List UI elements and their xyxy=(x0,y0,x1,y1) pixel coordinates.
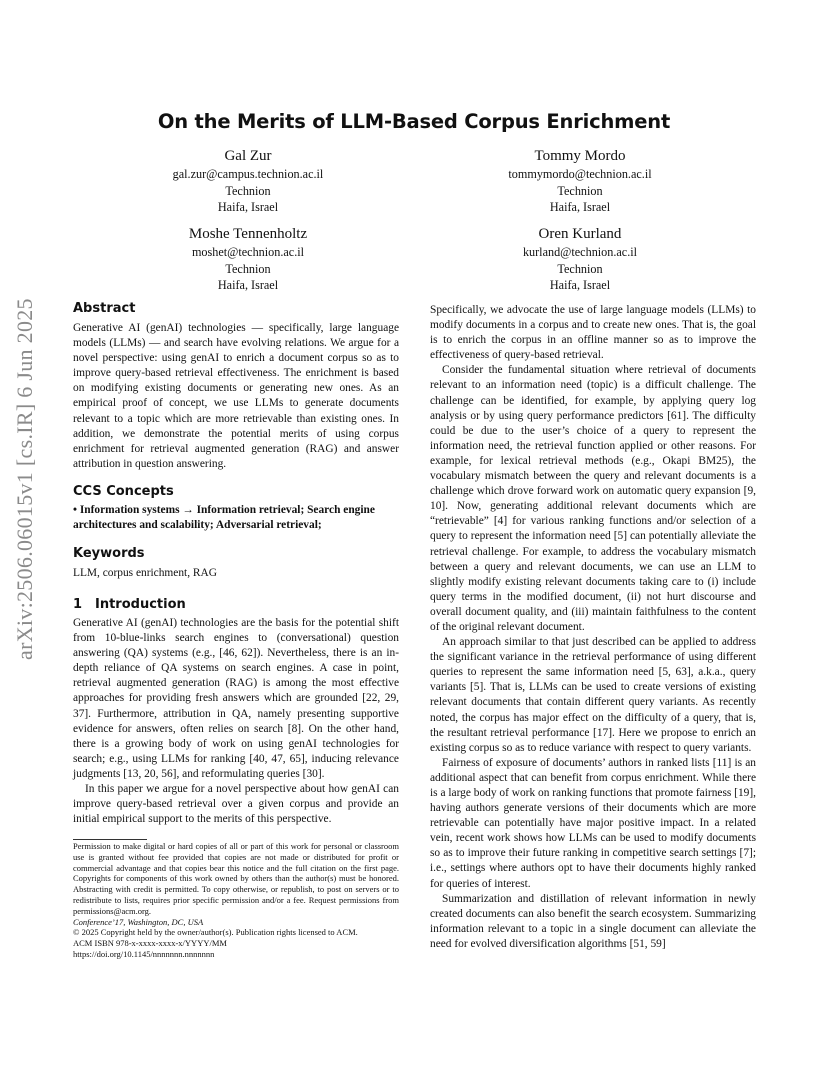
permission-footnote xyxy=(73,841,399,960)
author-block-2 xyxy=(480,147,680,216)
author-name: Moshe Tennenholtz xyxy=(188,226,308,242)
abstract-body xyxy=(73,321,399,472)
author-email: kurland@technion.ac.il xyxy=(522,245,638,259)
right-column-body xyxy=(430,303,756,952)
author-name: Tommy Mordo xyxy=(534,148,626,164)
paragraph: An approach similar to that just described can be applied to address the significant variance in the retrieval performance of using different queries to represent the same information need [5, 63], a.k.a., query variants [5]. That is, LLMs can be used to create versions of existing relevant documents that contain different query variants. As recently noted, the corpus has major effect on the difficulty of a query, that is, the resultant retrieval performance [17]. Here we propose to enrich an existing corpus so as to reduce variance with respect to query variants. xyxy=(430,636,756,754)
author-block-3 xyxy=(148,225,348,294)
paper-title: On the Merits of LLM-Based Corpus Enrichment xyxy=(157,110,671,133)
author-block-4 xyxy=(480,225,680,294)
isbn-text: ACM ISBN 978-x-xxxx-xxxx-x/YYYY/MM xyxy=(73,938,227,949)
section-number: 1 xyxy=(73,597,83,612)
arxiv-watermark: arXiv:2506.06015v1 [cs.IR] 6 Jun 2025 xyxy=(12,298,37,660)
paragraph: In this paper we argue for a novel perspective about how genAI can improve query-based retrieval over a given corpus and provide an initial empirical support to the merits of this perspective. xyxy=(73,783,399,826)
copyright-text: © 2025 Copyright held by the owner/author(s). Publication rights licensed to ACM. xyxy=(73,927,358,938)
author-affiliation: Technion xyxy=(557,183,603,198)
author-name: Gal Zur xyxy=(224,148,272,164)
author-affiliation: Technion xyxy=(557,261,603,276)
ccs-heading: CCS Concepts xyxy=(73,484,174,499)
keywords-heading: Keywords xyxy=(73,546,145,561)
permission-text: Permission to make digital or hard copies of all or part of this work for personal or classroom use is granted without fee provided that copies are not made or distributed for profit or commercial advantage and that copies bear this notice and the full citation on the first page. Copyrights for components of this work owned by others than the author(s) must be honored. Abstracting with credit is permitted. To copy otherwise, or republish, to post on servers or to redistribute to lists, requires prior specific permission and/or a fee. Request permissions from permissions@acm.org. xyxy=(73,841,399,916)
introduction-body xyxy=(73,616,399,827)
author-location: Haifa, Israel xyxy=(549,278,611,292)
author-email: tommymordo@technion.ac.il xyxy=(508,167,652,181)
author-email: moshet@technion.ac.il xyxy=(191,245,305,259)
section-title: Introduction xyxy=(95,597,186,612)
keywords-body xyxy=(73,566,399,581)
author-location: Haifa, Israel xyxy=(217,278,279,292)
ccs-concepts-text: • Information systems → Information retrieval; Search engine architectures and scalability; Adversarial retrieval; xyxy=(73,504,375,531)
paragraph: Summarization and distillation of relevant information in newly created documents can also benefit the search ecosystem. Summarizing information relevant to a topic in a single document can alleviate the need for evolved diversification algorithms [51, 59] xyxy=(430,892,756,950)
doi-link[interactable]: https://doi.org/10.1145/nnnnnnn.nnnnnnn xyxy=(73,948,215,959)
author-affiliation: Technion xyxy=(225,183,271,198)
abstract-text: Generative AI (genAI) technologies — specifically, large language models (LLMs) — and search have evolving relations. We argue for a novel perspective: using genAI to enrich a document corpus so as to improve query-based retrieval effectiveness. The enrichment is based on modifying existing documents or generating new ones. As an empirical proof of concept, we use LLMs to generate documents relevant to a topic which are more retrievable than existing ones. In addition, we demonstrate the potential merits of using corpus enrichment for retrieval augmented generation (RAG) and answer attribution in question answering. xyxy=(73,322,399,470)
author-block-1 xyxy=(148,147,348,216)
conference-info: Conference’17, Washington, DC, USA xyxy=(73,916,204,927)
paragraph: Specifically, we advocate the use of large language models (LLMs) to modify documents in a corpus and to create new ones. That is, the goal is to enrich the corpus in an offline manner so as to improve the effectiveness of query-based retrieval. xyxy=(430,304,756,362)
author-email: gal.zur@campus.technion.ac.il xyxy=(172,167,324,181)
paragraph: Generative AI (genAI) technologies are the basis for the potential shift from 10-blue-links search engines to (conversational) question answering (QA) systems (e.g., [46, 62]). Nevertheless, there is an in-depth reliance of QA systems on search engines. A case in point, retrieval augmented generation (RAG) is among the most effective approaches for providing fresh answers which are grounded [22, 29, 37]. Furthermore, attribution in QA, namely presenting supportive evidence for answers, often relies on search [8]. On the other hand, there is a growing body of work on using genAI technologies for search; e.g., using LLMs for ranking [40, 47, 65], inducing relevance judgments [13, 20, 56], and reformulating queries [30]. xyxy=(73,617,399,780)
abstract-heading: Abstract xyxy=(73,301,136,316)
footnote-divider xyxy=(73,839,147,840)
keywords-text: LLM, corpus enrichment, RAG xyxy=(73,567,217,579)
author-name: Oren Kurland xyxy=(538,226,622,242)
paragraph: Fairness of exposure of documents’ authors in ranked lists [11] is an additional aspect that can benefit from corpus enrichment. While there is a large body of work on ranking functions that promote fairness [19], having authors generate versions of their documents which are more retrievable can potentially have major positive impact. In a related vein, recent work shows how LLMs can be used to modify documents so as to improve their future ranking in competitive search settings [7]; i.e., settings where authors opt to have their documents highly ranked for queries of interest. xyxy=(430,756,756,890)
author-location: Haifa, Israel xyxy=(549,200,611,214)
author-affiliation: Technion xyxy=(225,261,271,276)
paragraph: Consider the fundamental situation where retrieval of documents relevant to an information need (topic) is a difficult challenge. The challenge can be identified, for example, by applying query log analysis or by using query performance predictors [61]. The difficulty could be due to the user’s choice of a query to represent the information need, the retrieval function applied or other reasons. For example, for lexical retrieval methods (e.g., Okapi BM25), the vocabulary mismatch between the query and relevant documents is a challenge which drove forward work on automatic query expansion [9, 10]. Now, generating additional relevant documents which are “retrievable” [4] for various ranking functions and/or selection of a query to represent the information need [5] can potentially alleviate the retrieval challenge. For example, to address the vocabulary mismatch between a query and relevant documents, we can use an LLM to slightly modify existing relevant documents taking care to (i) include query terms in the modified document, (ii) not hurt discourse and overall document quality, and (iii) maintain faithfulness to the content of the original relevant document. xyxy=(430,364,756,633)
section-heading-introduction xyxy=(73,597,186,612)
author-location: Haifa, Israel xyxy=(217,200,279,214)
